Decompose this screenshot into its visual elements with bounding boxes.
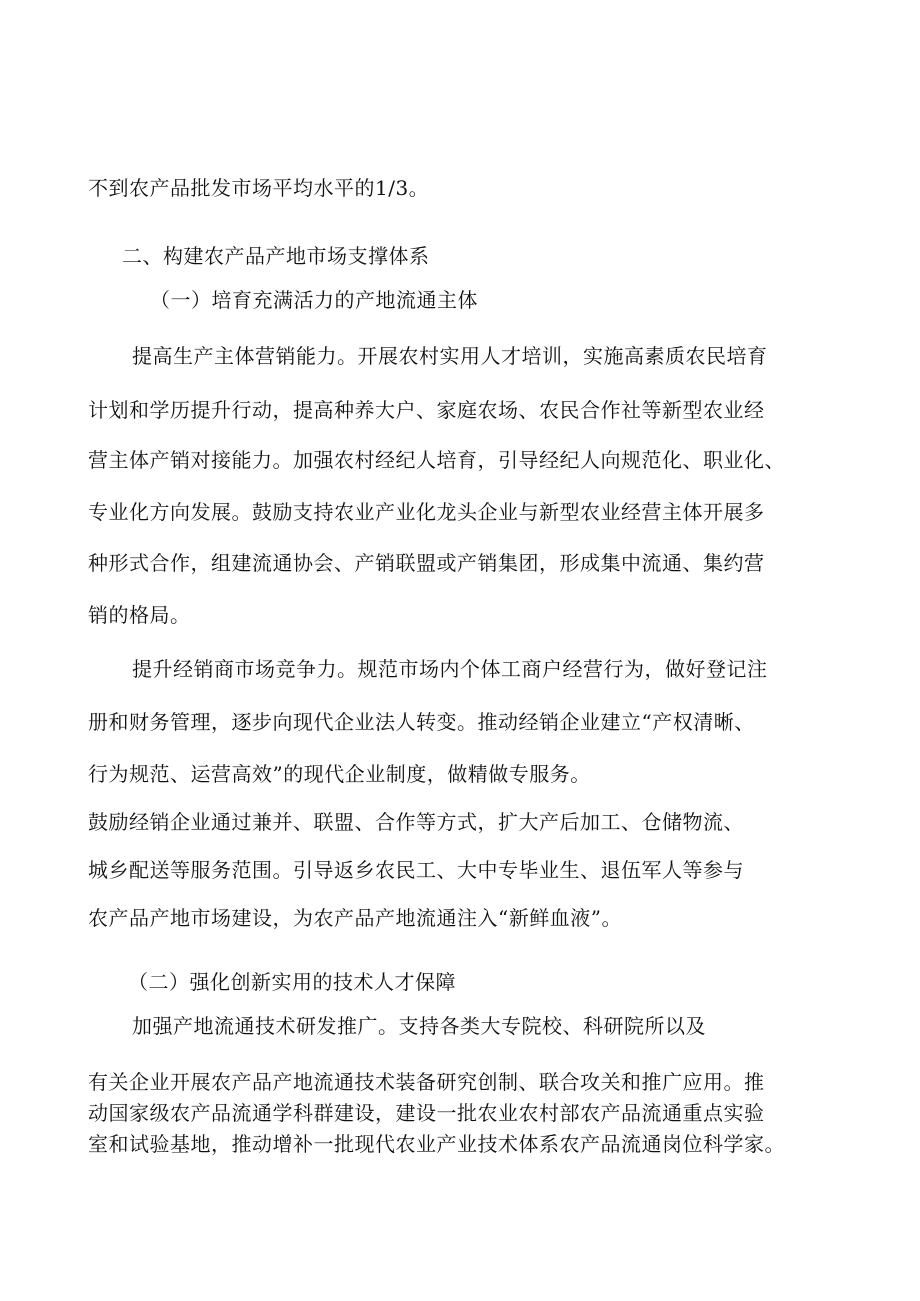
- paragraph-line: 农产品产地市场建设，为农产品产地流通注入“新鲜血液”。: [88, 906, 622, 930]
- subsection-heading: （二）强化创新实用的技术人才保障: [128, 970, 456, 994]
- paragraph-line: 册和财务管理，逐步向现代企业法人转变。推动经销企业建立“产权清晰、: [88, 710, 755, 734]
- paragraph-line: 提高生产主体营销能力。开展农村实用人才培训，实施高素质农民培育: [132, 344, 768, 368]
- paragraph-line: 行为规范、运营高效”的现代企业制度，做精做专服务。: [88, 762, 591, 786]
- paragraph-line: 销的格局。: [88, 603, 191, 627]
- paragraph-line: 营主体产销对接能力。加强农村经纪人培育，引导经纪人向规范化、职业化、: [88, 448, 785, 472]
- paragraph-line: 提升经销商市场竞争力。规范市场内个体工商户经营行为，做好登记注: [132, 657, 768, 681]
- paragraph-line: 动国家级农产品流通学科群建设，建设一批农业农村部农产品流通重点实验: [88, 1101, 765, 1125]
- paragraph-line: 有关企业开展农产品产地流通技术装备研究创制、联合攻关和推广应用。推: [88, 1070, 765, 1094]
- paragraph-line: 城乡配送等服务范围。引导返乡农民工、大中专毕业生、退伍军人等参与: [88, 858, 744, 882]
- paragraph-line: 鼓励经销企业通过兼并、联盟、合作等方式，扩大产后加工、仓储物流、: [88, 810, 744, 834]
- paragraph-line: 计划和学历提升行动，提高种养大户、家庭农场、农民合作社等新型农业经: [88, 398, 765, 422]
- section-heading: 二、构建农产品产地市场支撑体系: [122, 244, 430, 268]
- paragraph-line: 不到农产品批发市场平均水平的1/3。: [88, 176, 430, 200]
- paragraph-line: 专业化方向发展。鼓励支持农业产业化龙头企业与新型农业经营主体开展多: [88, 500, 765, 524]
- paragraph-line: 室和试验基地，推动增补一批现代农业产业技术体系农产品流通岗位科学家。: [88, 1132, 785, 1156]
- paragraph-line: 种形式合作，组建流通协会、产销联盟或产销集团，形成集中流通、集约营: [88, 551, 765, 575]
- paragraph-line: 加强产地流通技术研发推广。支持各类大专院校、科研院所以及: [132, 1014, 706, 1038]
- subsection-heading: （一）培育充满活力的产地流通主体: [150, 288, 478, 312]
